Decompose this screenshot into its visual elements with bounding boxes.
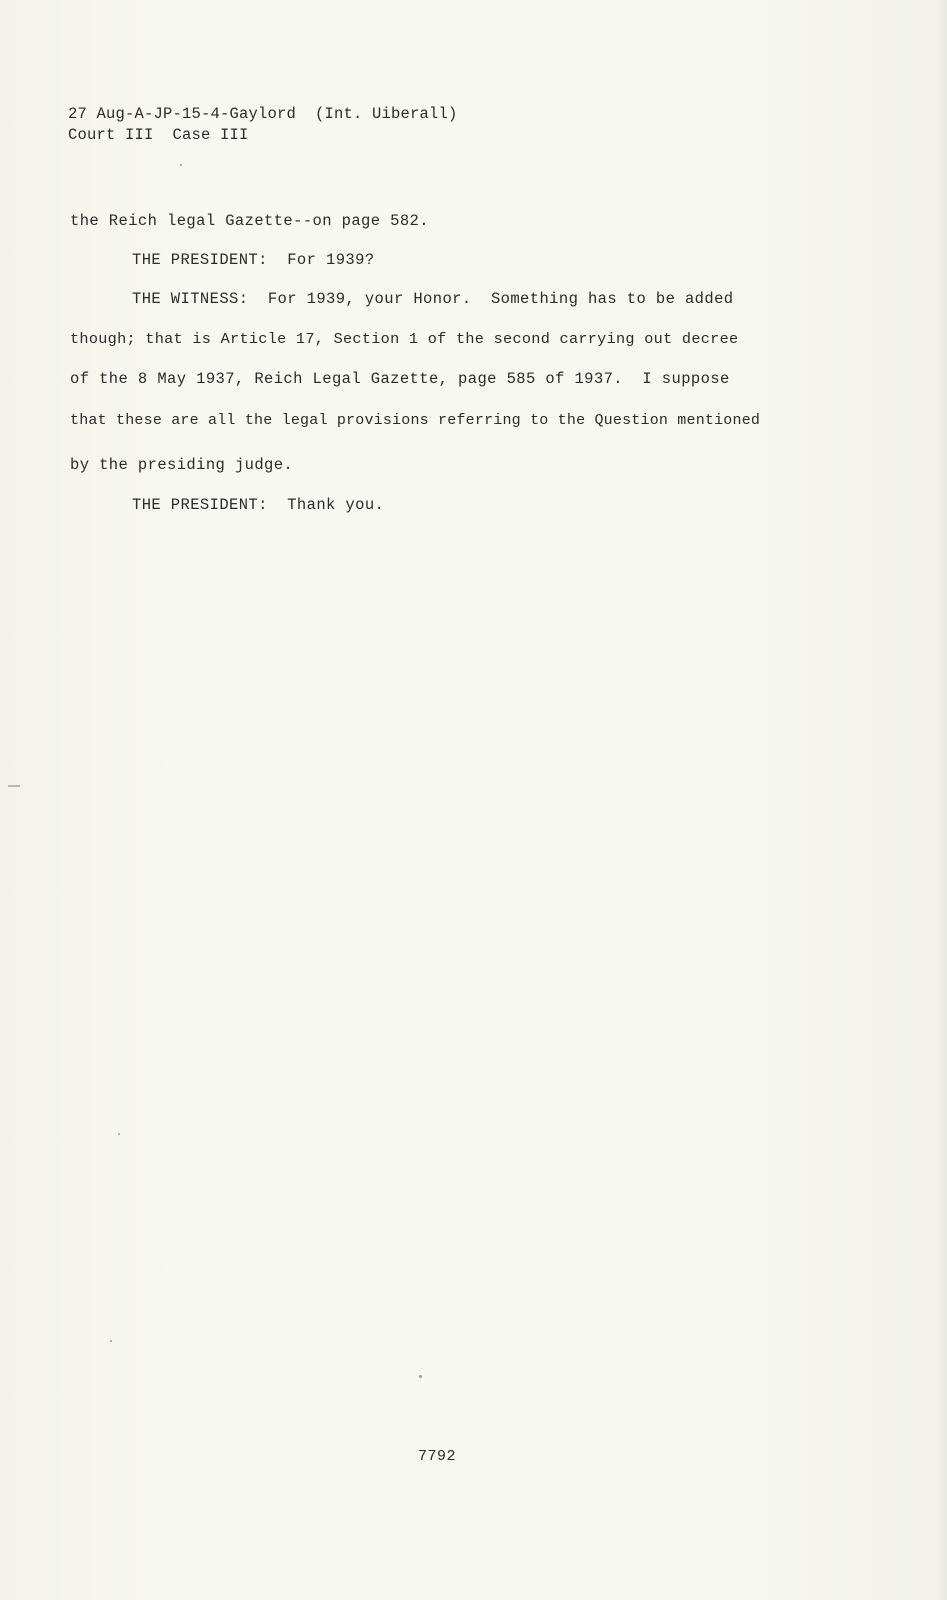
paper-speck (419, 1375, 422, 1378)
paper-speck (118, 1133, 120, 1135)
header-line-reference: 27 Aug-A-JP-15-4-Gaylord (Int. Uiberall) (68, 105, 458, 123)
transcript-line: the Reich legal Gazette--on page 582. (70, 212, 429, 230)
transcript-line: by the presiding judge. (70, 456, 294, 474)
document-header (68, 104, 458, 146)
paper-speck (180, 164, 182, 166)
edge-mark (8, 785, 20, 787)
transcript-line: THE PRESIDENT: For 1939? (132, 251, 375, 269)
transcript-line: THE PRESIDENT: Thank you. (132, 496, 385, 514)
page-edge-shadow (939, 0, 947, 1600)
transcript-line: that these are all the legal provisions referring to the Question mentioned (70, 412, 761, 429)
page-number: 7792 (418, 1448, 457, 1465)
transcript-line: of the 8 May 1937, Reich Legal Gazette, page 585 of 1937. I suppose (70, 370, 730, 388)
transcript-line: though; that is Article 17, Section 1 of the second carrying out decree (70, 330, 739, 348)
header-line-court: Court III Case III (68, 126, 249, 144)
transcript-line: THE WITNESS: For 1939, your Honor. Something has to be added (132, 290, 734, 308)
paper-speck (110, 1340, 112, 1342)
